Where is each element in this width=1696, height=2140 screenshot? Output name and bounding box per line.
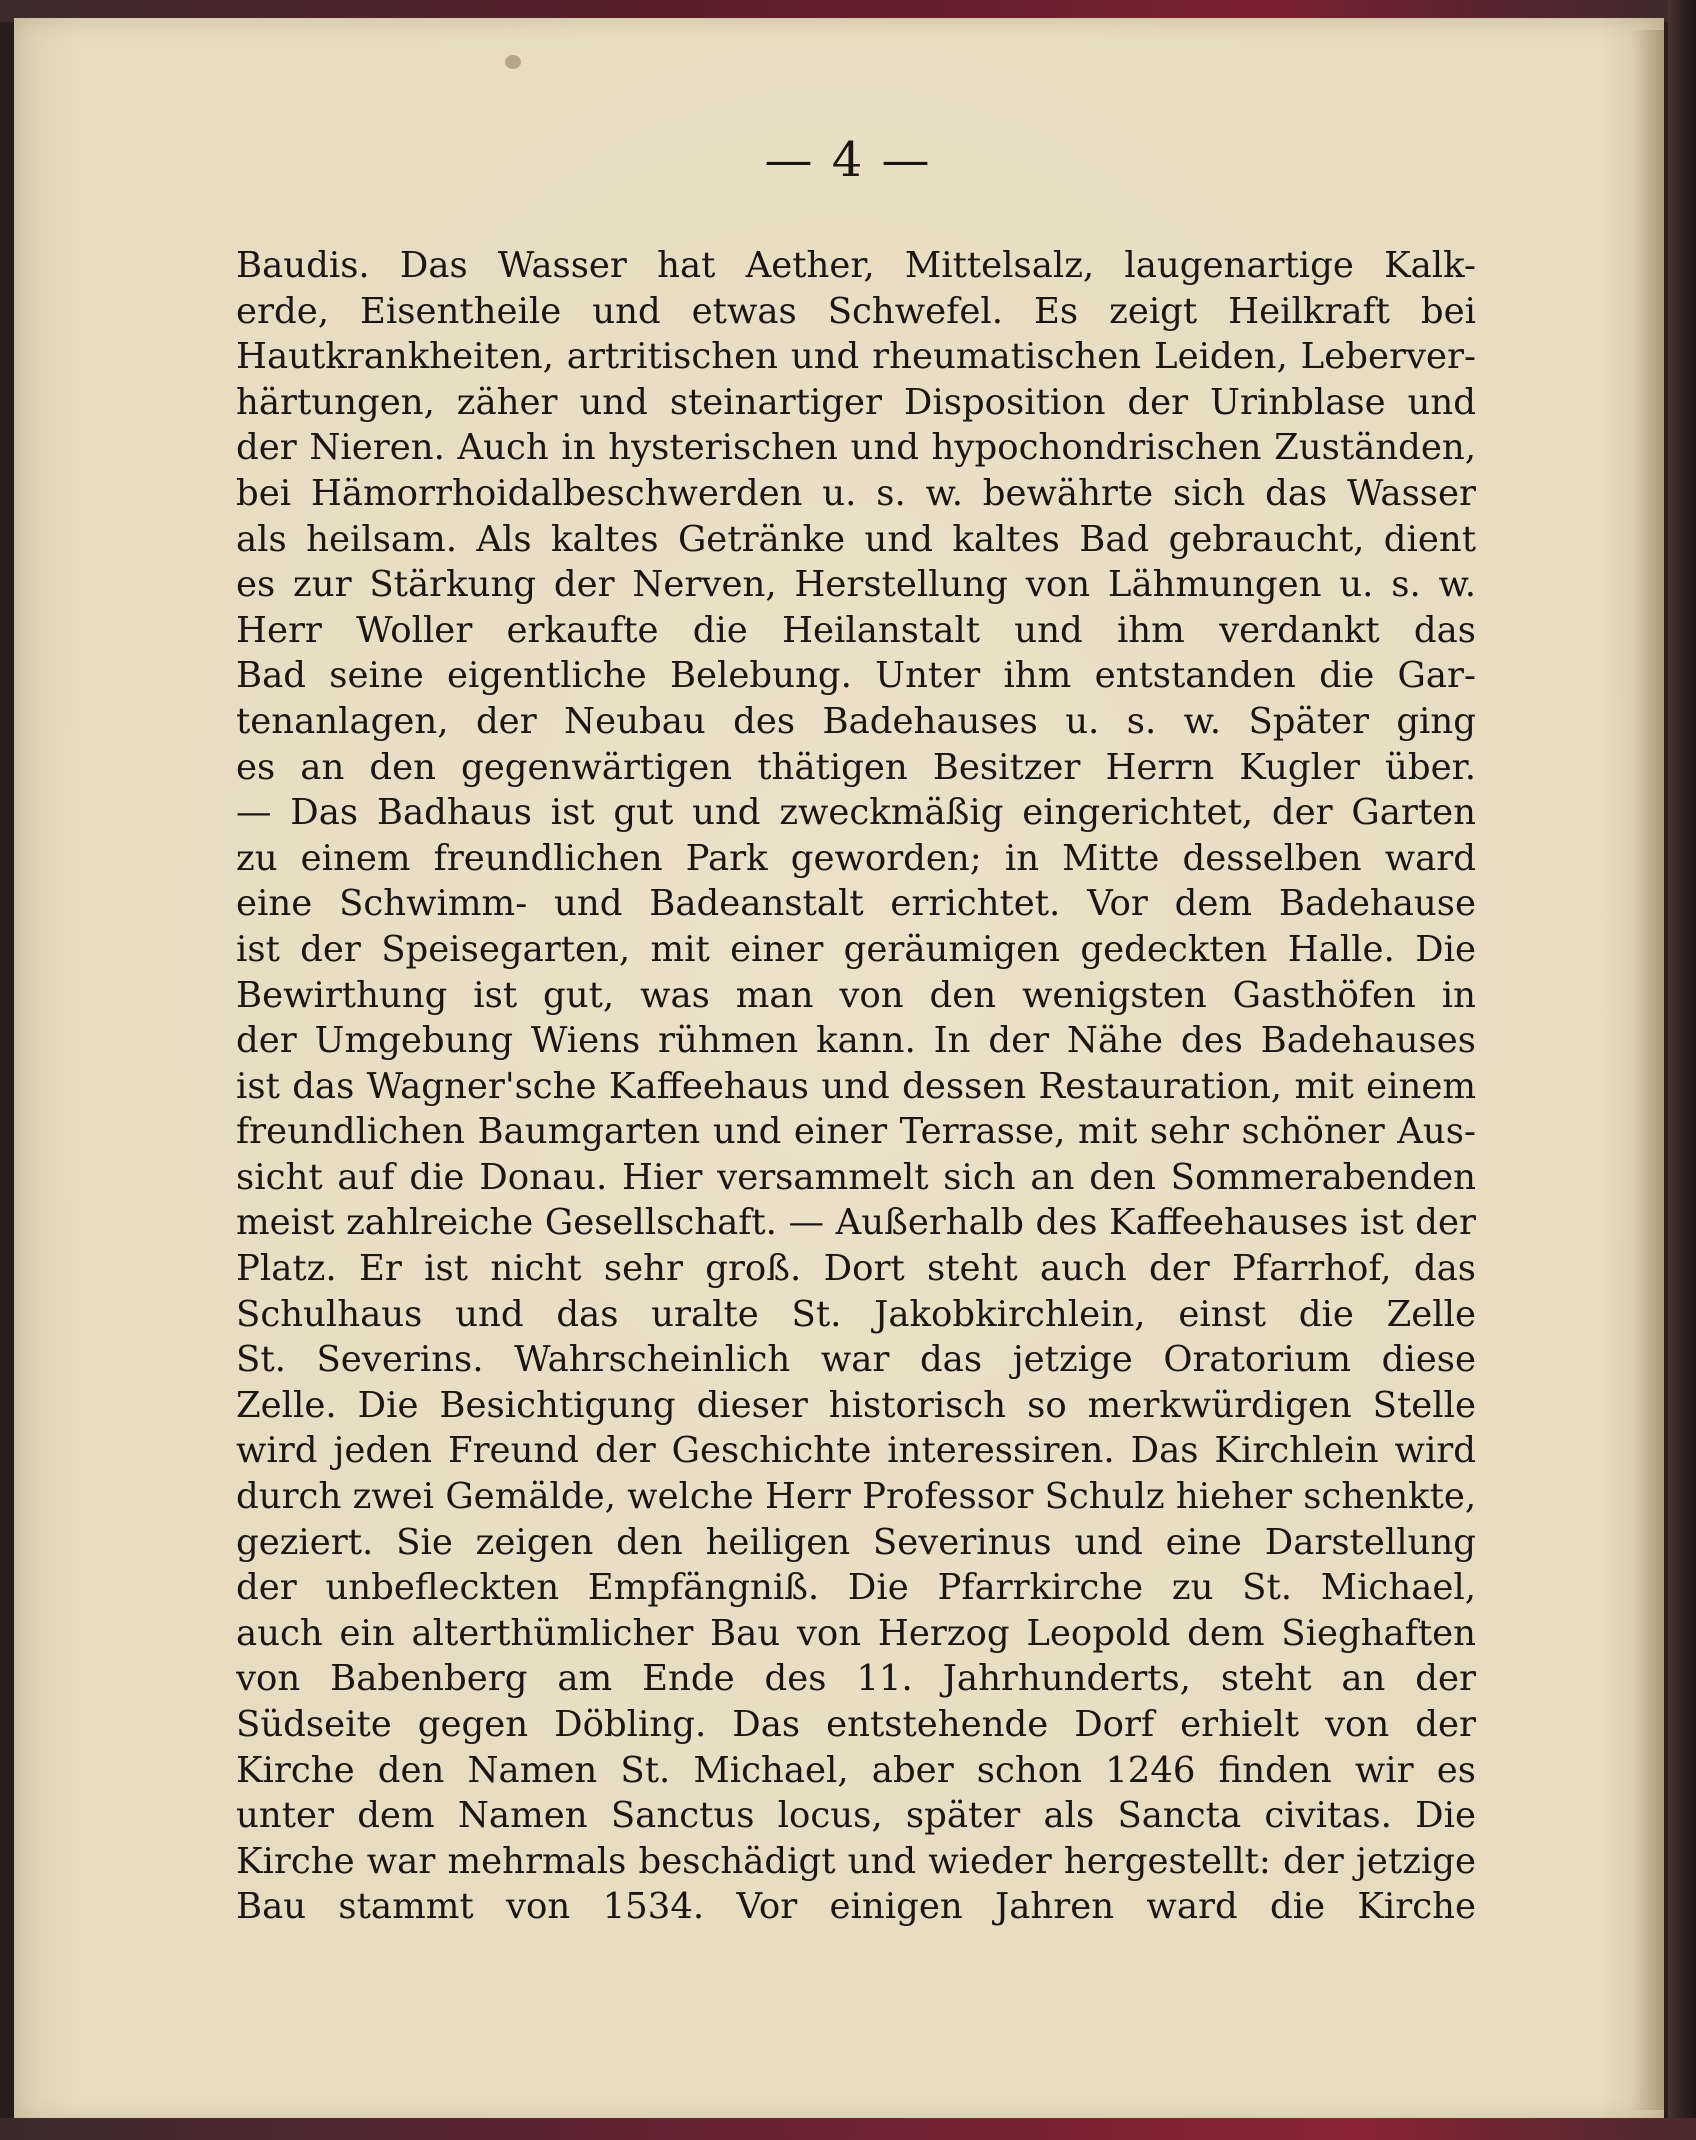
text-line: Hautkrankheiten, artritischen und rheumatischen Leiden, Leberver- [236, 336, 1476, 378]
text-line: geziert. Sie zeigen den heiligen Severinus und eine Darstellung [236, 1521, 1476, 1563]
text-line: ist der Speisegarten, mit einer geräumigen gedeckten Halle. Die [236, 928, 1476, 970]
text-line: ist das Wagner'sche Kaffeehaus und dessen Restauration, mit einem [236, 1065, 1476, 1107]
text-line: Südseite gegen Döbling. Das entstehende Dorf erhielt von der [236, 1704, 1476, 1745]
text-line: Bewirthung ist gut, was man von den wenigsten Gasthöfen in [236, 974, 1476, 1016]
text-line: wird jeden Freund der Geschichte interessiren. Das Kirchlein wird [236, 1430, 1476, 1472]
text-line: Platz. Er ist nicht sehr groß. Dort steht auch der Pfarrhof, das [236, 1248, 1476, 1290]
text-line: als heilsam. Als kaltes Getränke und kaltes Bad gebraucht, dient [236, 518, 1476, 560]
text-line: der unbefleckten Empfängniß. Die Pfarrkirche zu St. Michael, [236, 1567, 1476, 1609]
book-cover-edge-right [1668, 0, 1696, 2140]
text-line: es zur Stärkung der Nerven, Herstellung von Lähmungen u. s. w. [236, 564, 1476, 606]
text-line: — Das Badhaus ist gut und zweckmäßig eingerichtet, der Garten [236, 792, 1476, 834]
text-line: zu einem freundlichen Park geworden; in Mitte desselben ward [236, 837, 1476, 879]
text-line: Zelle. Die Besichtigung dieser historisch so merkwürdigen Stelle [236, 1384, 1476, 1426]
text-line: auch ein alterthümlicher Bau von Herzog Leopold dem Sieghaften [236, 1612, 1476, 1654]
text-line: eine Schwimm- und Badeanstalt errichtet. Vor dem Badehause [236, 883, 1476, 925]
text-line: meist zahlreiche Gesellschaft. — Außerhalb des Kaffeehauses ist der [236, 1202, 1476, 1244]
paper-stain [505, 55, 521, 69]
text-line: sicht auf die Donau. Hier versammelt sich an den Sommerabenden [236, 1156, 1476, 1198]
text-line: härtungen, zäher und steinartiger Disposition der Urinblase und [236, 381, 1476, 423]
text-line: erde, Eisentheile und etwas Schwefel. Es zeigt Heilkraft bei [236, 290, 1476, 332]
text-line: Baudis. Das Wasser hat Aether, Mittelsalz, laugenartige Kalk- [236, 245, 1476, 286]
text-line: St. Severins. Wahrscheinlich war das jetzige Oratorium diese [236, 1339, 1476, 1381]
book-cover-edge-bottom [0, 2118, 1696, 2140]
text-line: unter dem Namen Sanctus locus, später als Sancta civitas. Die [236, 1795, 1476, 1837]
text-line: Kirche war mehrmals beschädigt und wieder hergestellt: der jetzige [236, 1840, 1476, 1882]
text-line: Kirche den Namen St. Michael, aber schon 1246 finden wir es [236, 1749, 1476, 1791]
text-line: durch zwei Gemälde, welche Herr Professor Schulz hieher schenkte, [236, 1476, 1476, 1518]
text-line: Schulhaus und das uralte St. Jakobkirchlein, einst die Zelle [236, 1293, 1476, 1335]
page-number: — 4 — [764, 132, 932, 188]
text-line: Herr Woller erkaufte die Heilanstalt und ihm verdankt das [236, 609, 1476, 651]
text-line: Bad seine eigentliche Belebung. Unter ihm entstanden die Gar- [236, 655, 1476, 697]
text-line: Bau stammt von 1534. Vor einigen Jahren ward die Kirche [236, 1886, 1476, 1928]
page-gutter-shadow [1630, 30, 1664, 2110]
body-text [236, 243, 1476, 1930]
text-line: von Babenberg am Ende des 11. Jahrhunderts, steht an der [236, 1658, 1476, 1700]
text-line: freundlichen Baumgarten und einer Terrasse, mit sehr schöner Aus- [236, 1111, 1476, 1153]
text-line: der Umgebung Wiens rühmen kann. In der Nähe des Badehauses [236, 1020, 1476, 1062]
text-line: tenanlagen, der Neubau des Badehauses u. s. w. Später ging [236, 700, 1476, 742]
text-line: es an den gegenwärtigen thätigen Besitzer Herrn Kugler über. [236, 746, 1476, 788]
text-line: der Nieren. Auch in hysterischen und hypochondrischen Zuständen, [236, 427, 1476, 469]
text-line: bei Hämorrhoidalbeschwerden u. s. w. bewährte sich das Wasser [236, 472, 1476, 514]
